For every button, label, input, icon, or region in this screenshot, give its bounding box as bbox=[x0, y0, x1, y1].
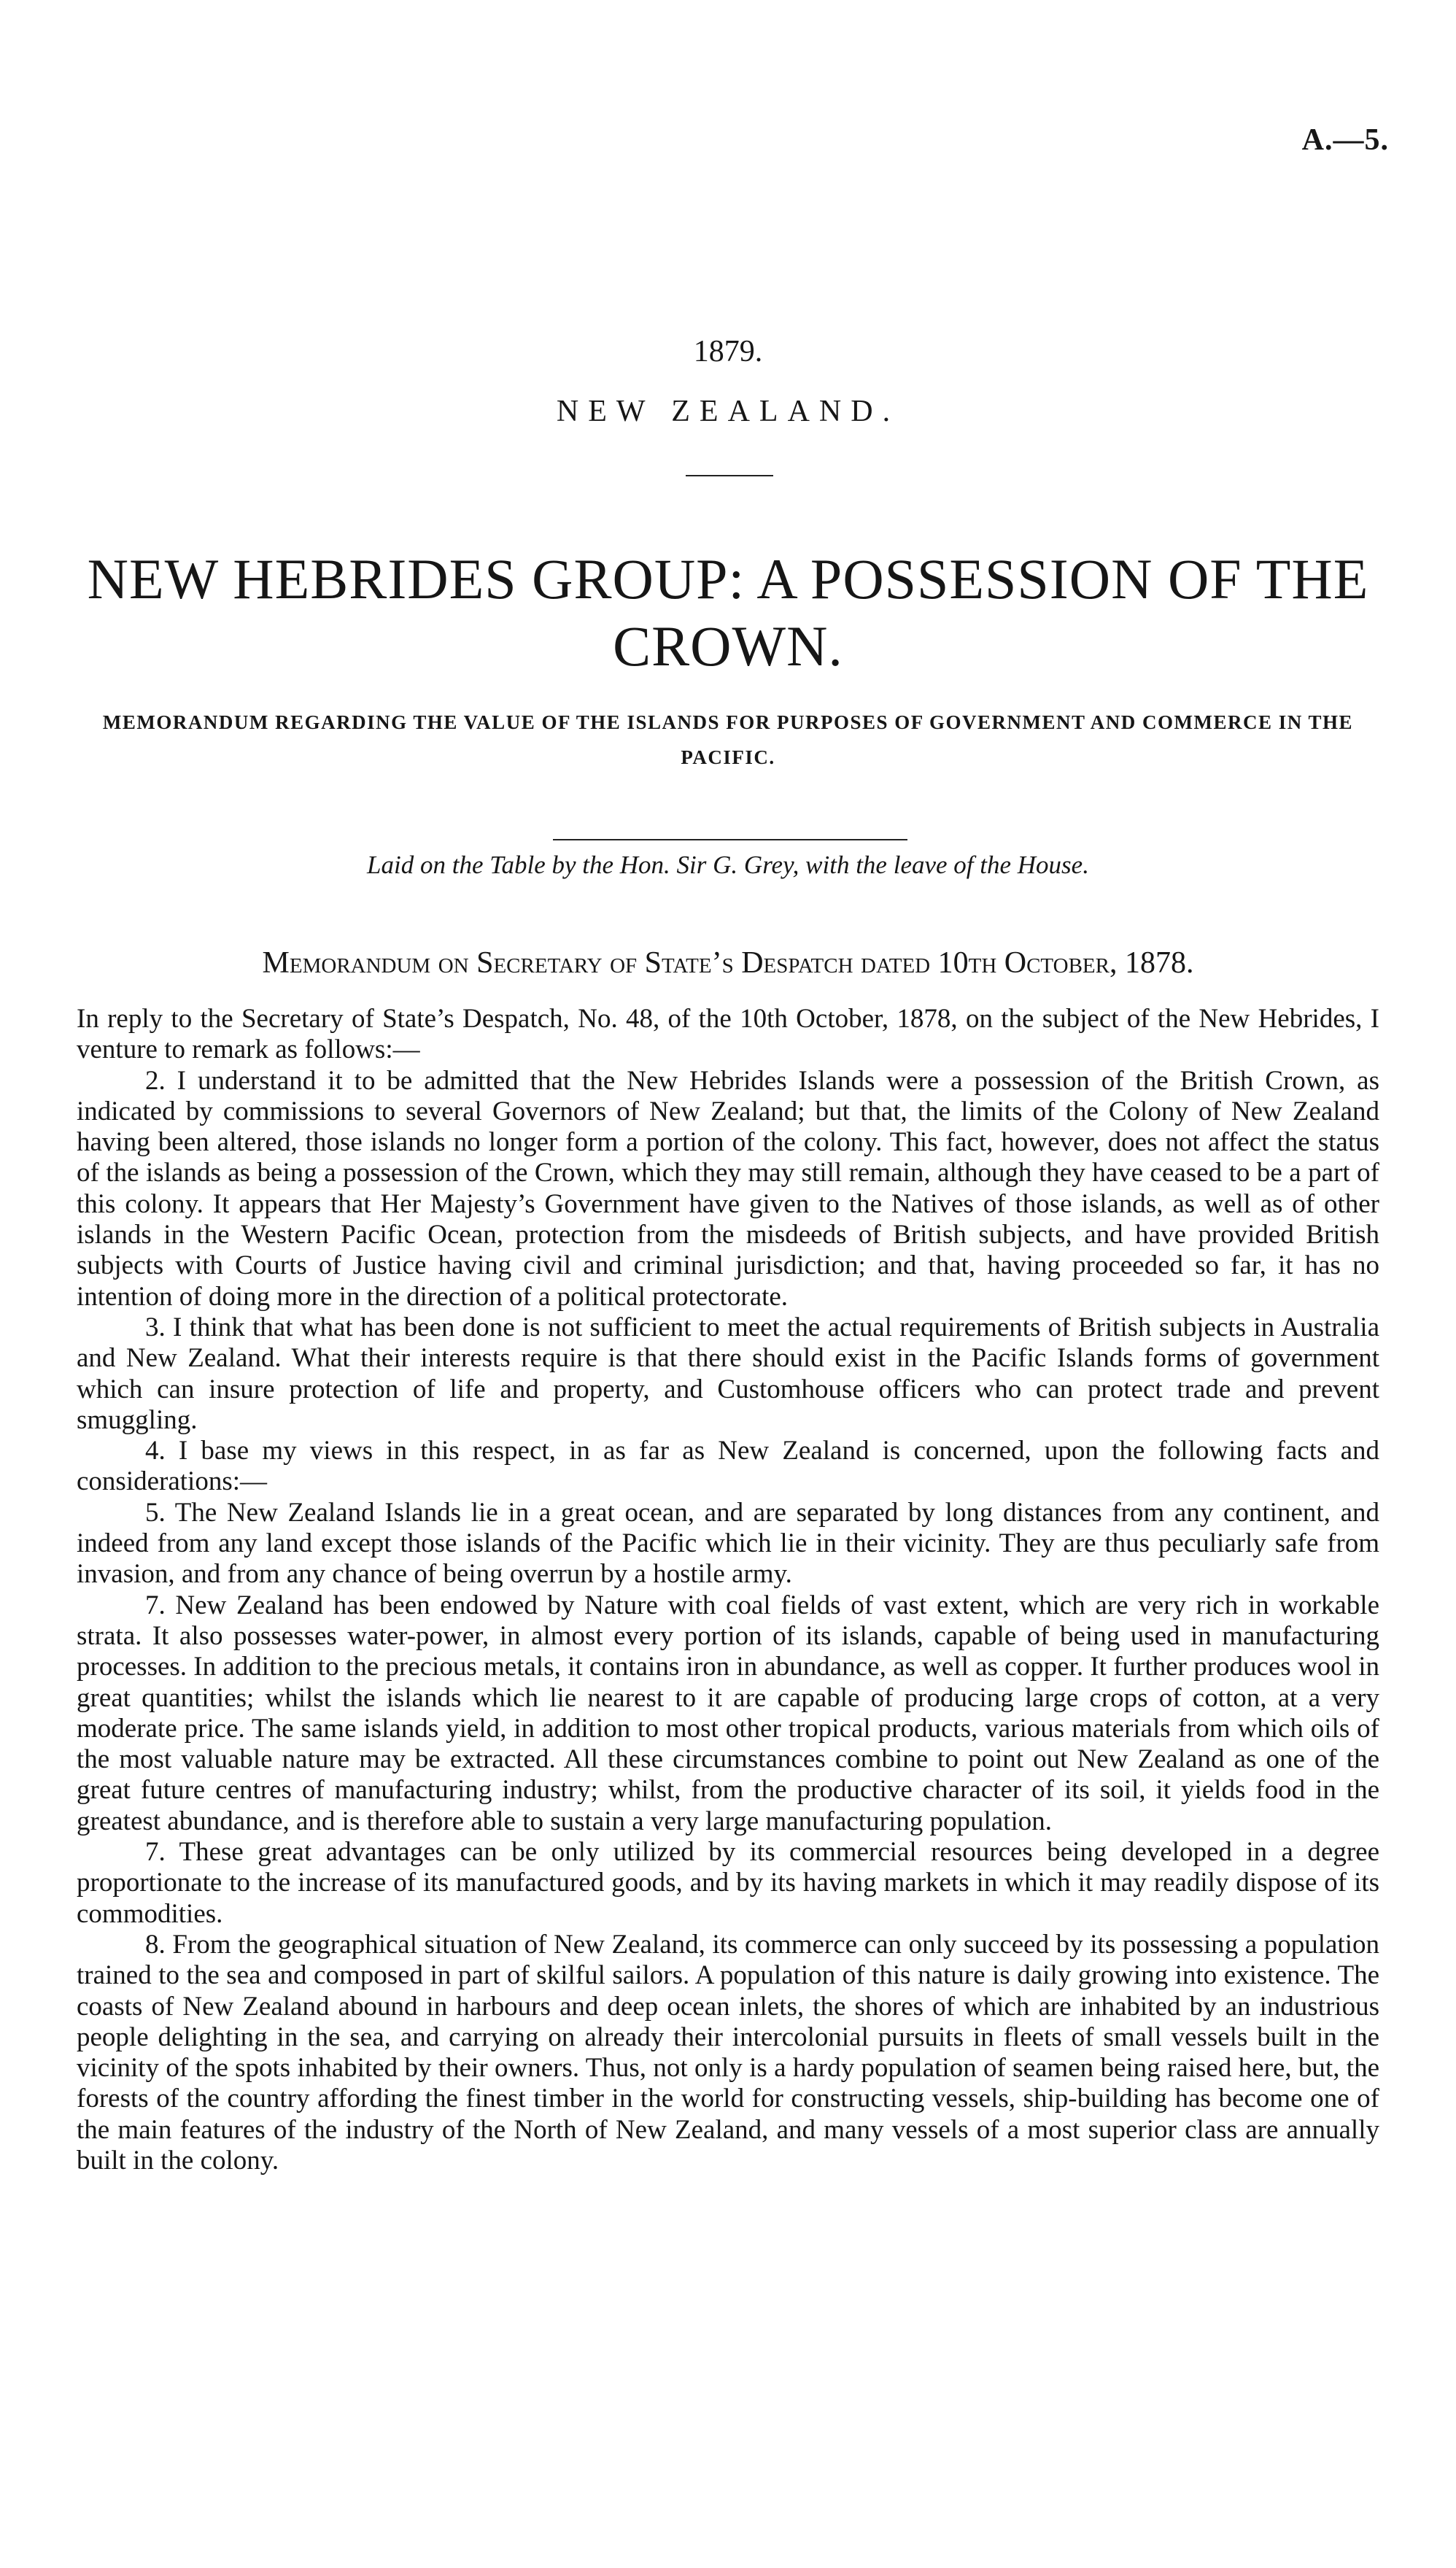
document-title: NEW HEBRIDES GROUP: A POSSESSION OF THE CROWN. bbox=[87, 547, 1369, 678]
year-heading: 1879. bbox=[693, 335, 763, 368]
paragraph-4: 4. I base my views in this respect, in as far as New Zealand is concerned, upon the following facts and considerations:— bbox=[77, 1436, 1379, 1497]
paragraph-8: 8. From the geographical situation of New Zealand, its commerce can only succeed by its possessing a population trained to the sea and composed in part of skilful sailors. A population of this nature is daily growing into existence. The coasts of New Zealand abound in harbours and deep ocean inlets, the shores of which are inhabited by an industrious people delighting in the sea, and carrying on already their intercolonial pursuits in fleets of small vessels built in the vicinity of the spots inhabited by their owners. Thus, not only is a hardy population of seamen being raised here, but, the forests of the country affording the finest timber in the world for constructing vessels, ship-building has become one of the main features of the industry of the North of New Zealand, and many vessels of a most superior class are annually built in the colony. bbox=[77, 1929, 1379, 2176]
paragraph-intro: In reply to the Secretary of State’s Despatch, No. 48, of the 10th October, 1878, on the subject of the New Hebrides, I venture to remark as follows:— bbox=[77, 1004, 1379, 1065]
page-reference: A.—5. bbox=[1301, 123, 1389, 157]
laid-on-table-note: Laid on the Table by the Hon. Sir G. Grey, with the leave of the House. bbox=[367, 851, 1089, 879]
memorandum-heading: Memorandum on Secretary of State’s Despatch dated 10th October, 1878. bbox=[262, 946, 1194, 980]
country-heading: NEW ZEALAND. bbox=[556, 395, 900, 428]
divider-rule bbox=[553, 839, 907, 840]
document-subtitle: MEMORANDUM REGARDING THE VALUE OF THE ISLANDS FOR PURPOSES OF GOVERNMENT AND COMMERCE IN THE PACIFIC. bbox=[102, 711, 1354, 768]
paragraph-7b: 7. These great advantages can be only utilized by its commercial resources being developed in a degree proportionate to the increase of its manufactured goods, and by its having markets in which it may readily dispose of its commodities. bbox=[77, 1837, 1379, 1929]
paragraph-2: 2. I understand it to be admitted that the New Hebrides Islands were a possession of the British Crown, as indicated by commissions to several Governors of New Zealand; but that, the limits of the Colony of New Zealand having been altered, those islands no longer form a portion of the colony. This fact, however, does not affect the status of the islands as being a possession of the Crown, which they may still remain, although they have ceased to be a part of this colony. It appears that Her Majesty’s Government have given to the Natives of those islands, as well as of other islands in the Western Pacific Ocean, protection from the misdeeds of British subjects, and have provided British subjects with Courts of Justice having civil and criminal jurisdiction; and that, having proceeded so far, it has no intention of doing more in the direction of a political protectorate. bbox=[77, 1065, 1379, 1312]
paragraph-7a: 7. New Zealand has been endowed by Nature with coal fields of vast extent, which are very rich in workable strata. It also possesses water-power, in almost every portion of its islands, capable of being used in manufacturing processes. In addition to the precious metals, it contains iron in abundance, as well as copper. It further produces wool in great quantities; whilst the islands which lie nearest to it are capable of producing large crops of cotton, at a very moderate price. The same islands yield, in addition to most other tropical products, various materials from which oils of the most valuable nature may be extracted. All these circumstances combine to point out New Zealand as one of the great future centres of manufacturing industry; whilst, from the productive character of its soil, it yields food in the greatest abundance, and is therefore able to sustain a very large manufacturing population. bbox=[77, 1590, 1379, 1836]
memorandum-body bbox=[77, 1004, 1379, 2176]
divider-rule bbox=[686, 475, 773, 476]
paragraph-3: 3. I think that what has been done is not sufficient to meet the actual requirements of British subjects in Australia and New Zealand. What their interests require is that there should exist in the Pacific Islands forms of government which can insure protection of life and property, and Customhouse officers who can protect trade and prevent smuggling. bbox=[77, 1312, 1379, 1435]
paragraph-5: 5. The New Zealand Islands lie in a great ocean, and are separated by long distances from any continent, and indeed from any land except those islands of the Pacific which lie in their vicinity. They are thus peculiarly safe from invasion, and from any chance of being overrun by a hostile army. bbox=[77, 1497, 1379, 1590]
